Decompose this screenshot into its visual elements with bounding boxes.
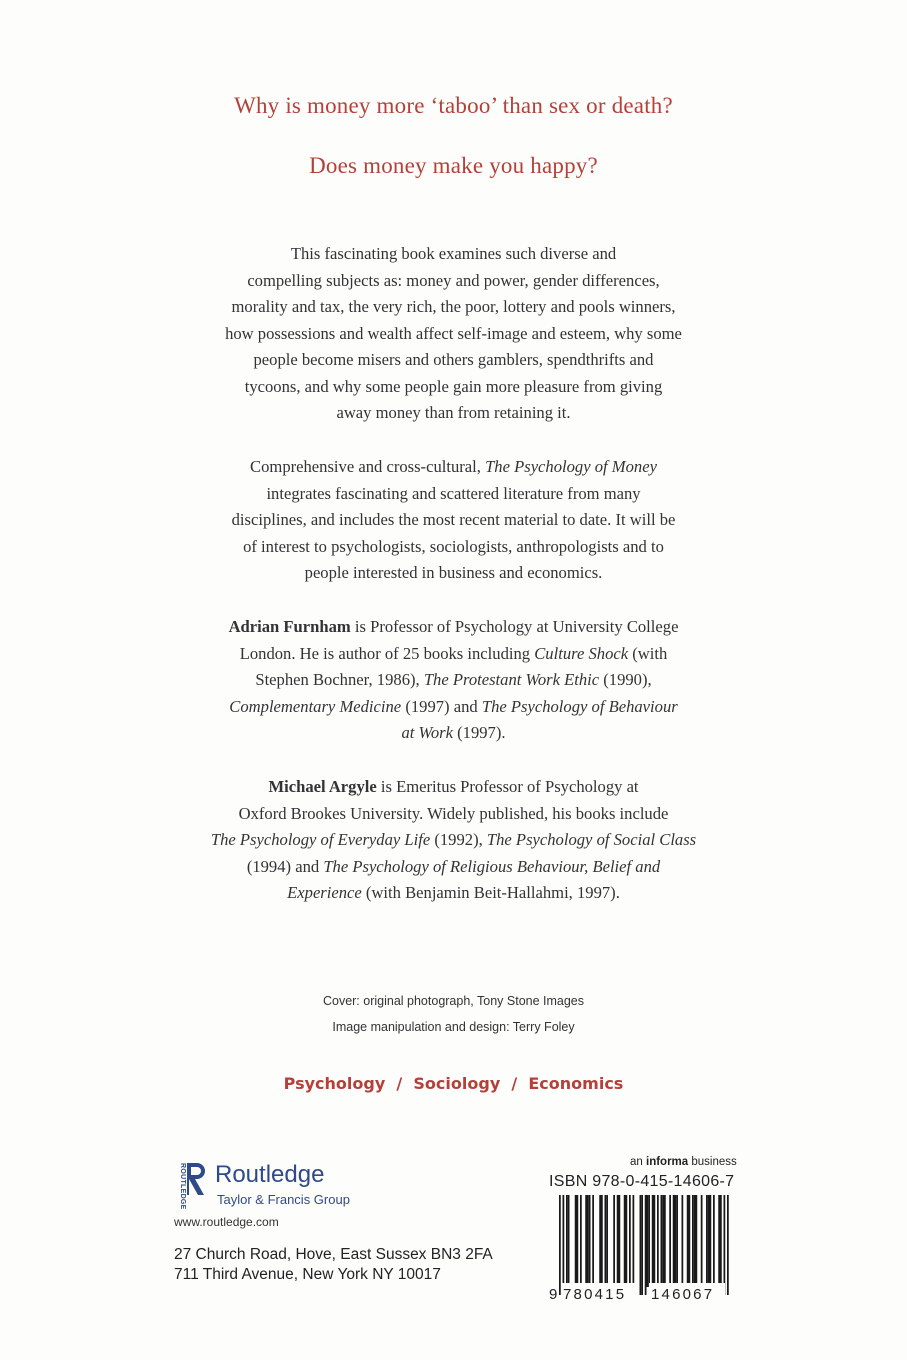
blurb-line: of interest to psychologists, sociologists, anthropologists and to xyxy=(243,536,664,556)
barcode-bar xyxy=(577,1195,579,1287)
author-name: Michael Argyle xyxy=(268,777,377,796)
blurb-line: people become misers and others gamblers, spendthrifts and xyxy=(253,350,654,369)
book-title: The Psychology of Everyday Life xyxy=(210,830,431,849)
design-credit: Image manipulation and design: Terry Foley xyxy=(332,1020,575,1034)
blurb-line: The Psychology of Everyday Life (1992), The Psychology of Social Class xyxy=(210,830,697,849)
barcode-bar xyxy=(654,1195,656,1287)
barcode-bar xyxy=(640,1195,642,1295)
barcode-bar xyxy=(727,1195,729,1295)
blurb-line: people interested in business and economics. xyxy=(304,563,603,582)
barcode-bar xyxy=(605,1195,607,1287)
barcode-bar xyxy=(664,1195,666,1287)
barcode-bar xyxy=(617,1195,619,1287)
barcode-bar xyxy=(592,1195,594,1287)
blurb-line: (1994) and The Psychology of Religious Behaviour, Belief and xyxy=(246,856,661,876)
subject-categories: Psychology / Sociology / Economics xyxy=(283,1074,624,1093)
book-title: The Psychology of Money xyxy=(485,457,657,476)
barcode-bar xyxy=(669,1195,671,1287)
isbn-label: ISBN 978-0-415-14606-7 xyxy=(549,1173,735,1190)
barcode-bar xyxy=(720,1195,722,1287)
barcode-bar xyxy=(575,1195,577,1287)
blurb-line: Adrian Furnham is Professor of Psychology at University College xyxy=(228,617,679,636)
blurb-line: how possessions and wealth affect self-image and esteem, why some xyxy=(225,323,682,343)
informa-business: an informa business xyxy=(630,1156,737,1168)
barcode-bar xyxy=(563,1195,565,1295)
barcode-bar xyxy=(648,1195,650,1287)
barcode-bar xyxy=(599,1195,601,1287)
barcode-bar xyxy=(652,1195,654,1287)
barcode-bar xyxy=(713,1195,715,1287)
barcode-bar xyxy=(613,1195,615,1287)
barcode-bar xyxy=(601,1195,603,1287)
barcode-bar xyxy=(624,1195,626,1287)
blurb-line: integrates fascinating and scattered literature from many xyxy=(266,483,641,503)
barcode-bar xyxy=(710,1195,712,1287)
address-us: 711 Third Avenue, New York NY 10017 xyxy=(174,1266,441,1283)
barcode-bar xyxy=(587,1195,589,1287)
publisher-url[interactable]: www.routledge.com xyxy=(174,1215,279,1229)
barcode-bar xyxy=(675,1195,677,1287)
barcode-bar xyxy=(629,1195,631,1287)
blurb-line: morality and tax, the very rich, the poor, lottery and pools winners, xyxy=(231,297,676,316)
barcode-bar xyxy=(682,1195,684,1287)
book-title: The Psychology of Social Class xyxy=(486,830,697,849)
blurb-line: tycoons, and why some people gain more pleasure from giving xyxy=(244,376,663,396)
blurb-line: Experience (with Benjamin Beit-Hallahmi, 1997). xyxy=(287,883,620,902)
barcode-digit-first: 9 xyxy=(549,1286,558,1303)
barcode-bar xyxy=(641,1195,643,1295)
blurb-line: London. He is author of 25 books including Culture Shock (with xyxy=(239,643,668,663)
cover-credit: Cover: original photograph, Tony Stone Images xyxy=(322,994,585,1008)
blurb-paragraph-2 xyxy=(180,454,727,587)
publisher-group: Taylor & Francis Group xyxy=(217,1192,350,1207)
blurb-line: Stephen Bochner, 1986), The Protestant Work Ethic (1990), xyxy=(255,670,652,689)
barcode-bar xyxy=(645,1195,647,1295)
barcode-bar xyxy=(694,1195,696,1287)
barcode-bar xyxy=(566,1195,568,1287)
address-uk: 27 Church Road, Hove, East Sussex BN3 2FA xyxy=(174,1246,493,1263)
barcode-bar xyxy=(701,1195,703,1287)
barcode-bar xyxy=(724,1195,726,1295)
blurb-line: Complementary Medicine (1997) and The Psychology of Behaviour xyxy=(229,696,678,716)
book-title: The Psychology of Religious Behaviour, Belief and xyxy=(323,856,661,876)
barcode-bar xyxy=(662,1195,664,1287)
barcode-digits-right: 146067 xyxy=(651,1286,715,1303)
publisher-name: Routledge xyxy=(215,1161,325,1188)
barcode-bar xyxy=(606,1195,608,1287)
barcode-bar xyxy=(689,1195,691,1287)
barcode-bar xyxy=(626,1195,628,1287)
author-bio-furnham xyxy=(180,614,727,747)
book-title: The Psychology of Behaviour xyxy=(481,696,678,716)
barcode-bar xyxy=(687,1195,689,1287)
author-bio-argyle xyxy=(180,774,727,907)
barcode-bar xyxy=(585,1195,587,1287)
headline-taboo: Why is money more ‘taboo’ than sex or death? xyxy=(234,93,673,118)
barcode-bar xyxy=(696,1195,698,1287)
book-title: Culture Shock xyxy=(534,643,629,663)
barcode-bar xyxy=(708,1195,710,1287)
cover-credits xyxy=(0,988,907,1040)
blurb-line: This fascinating book examines such diverse and xyxy=(290,244,617,263)
barcode-bar xyxy=(657,1195,659,1287)
barcode-bar xyxy=(706,1195,708,1287)
barcode-bar xyxy=(647,1195,649,1287)
barcode-bar xyxy=(589,1195,591,1287)
blurb-paragraph-1 xyxy=(180,241,727,427)
blurb-line: disciplines, and includes the most recent material to date. It will be xyxy=(231,510,676,529)
barcode-bar xyxy=(718,1195,720,1287)
blurb-line: away money than from retaining it. xyxy=(336,403,571,422)
barcode-bar xyxy=(633,1195,635,1287)
barcode-bar xyxy=(673,1195,675,1287)
barcode-bar xyxy=(559,1195,561,1295)
blurb-line: Michael Argyle is Emeritus Professor of Psychology at xyxy=(268,777,639,796)
book-title: Complementary Medicine xyxy=(229,696,402,716)
barcode-bar xyxy=(676,1195,678,1287)
barcode-bar xyxy=(568,1195,570,1287)
barcode-bar xyxy=(619,1195,621,1287)
book-title: Experience xyxy=(287,883,362,902)
book-title: at Work xyxy=(401,723,453,742)
barcode-bar xyxy=(580,1195,582,1287)
barcode-icon xyxy=(549,1195,739,1303)
blurb-line: Comprehensive and cross-cultural, The Psychology of Money xyxy=(250,457,657,476)
blurb-line: Oxford Brookes University. Widely published, his books include xyxy=(238,803,669,823)
svg-text:ROUTLEDGE: ROUTLEDGE xyxy=(179,1163,186,1210)
barcode-bar xyxy=(692,1195,694,1287)
barcode-digits-left: 780415 xyxy=(563,1286,627,1303)
author-name: Adrian Furnham xyxy=(228,617,351,636)
barcode-bar xyxy=(661,1195,663,1287)
blurb-line: at Work (1997). xyxy=(401,723,506,742)
routledge-logo-icon xyxy=(174,1161,206,1211)
headline-happy: Does money make you happy? xyxy=(309,153,598,178)
book-title: The Protestant Work Ethic xyxy=(423,670,600,689)
blurb-line: compelling subjects as: money and power, gender differences, xyxy=(247,270,660,290)
